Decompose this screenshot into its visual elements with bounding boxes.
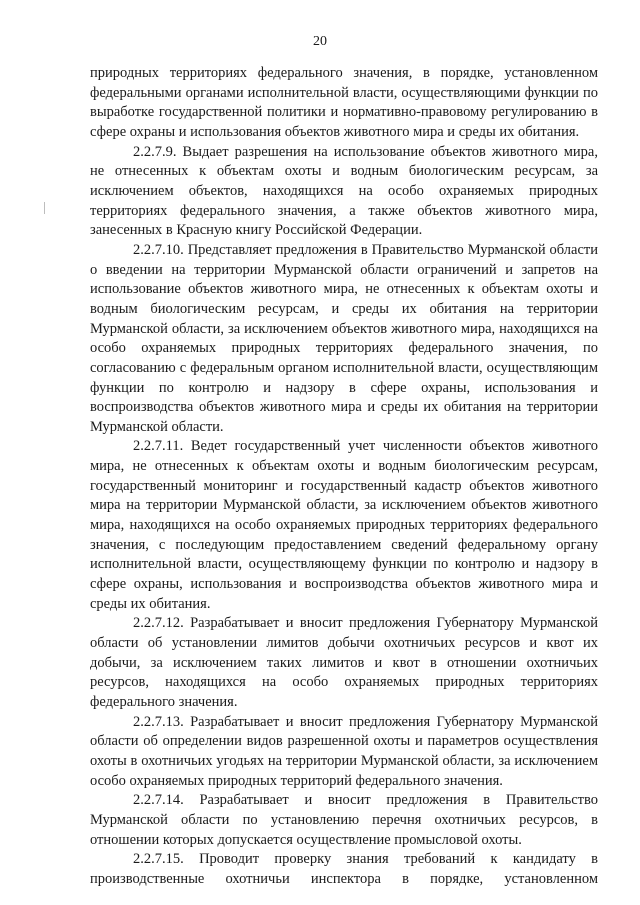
document-body — [90, 64, 598, 890]
paragraph-continuation: природных территориях федерального значения, в порядке, установленном федеральными органами исполнительной власти, осуществляющими функции по выработке государственной политики и нормативно-правовому регулированию в сфере охраны и использования объектов животного мира и среды их обитания. — [90, 65, 598, 140]
paragraph-2-2-7-11: 2.2.7.11. Ведет государственный учет численности объектов животного мира, не отнесенных к объектам охоты и водным биологическим ресурсам, государственный мониторинг и государственный кадастр объектов животного мира на территории Мурманской области, за исключением объектов животного мира, находящихся на особо охраняемых природных территориях федерального значения, с последующим предоставлением сведений федеральному органу исполнительной власти, осуществляющему функции по контролю и надзору в сфере охраны, использования и воспроизводства объектов животного мира и среды их обитания. — [90, 438, 598, 612]
paragraph-2-2-7-13: 2.2.7.13. Разрабатывает и вносит предложения Губернатору Мурманской области об определении видов разрешенной охоты и параметров осуществления охоты в охотничьих угодьях на территории Мурманской области, за исключением особо охраняемых природных территорий федерального значения. — [90, 713, 598, 789]
page-number: 20 — [313, 34, 327, 49]
paragraph-2-2-7-14: 2.2.7.14. Разрабатывает и вносит предложения в Правительство Мурманской области по установлению перечня охотничьих ресурсов, в отношении которых допускается осуществление промысловой охоты. — [90, 792, 598, 848]
paragraph-2-2-7-10: 2.2.7.10. Представляет предложения в Правительство Мурманской области о введении на территории Мурманской области ограничений и запретов на использование объектов животного мира, не отнесенных к объектам охоты и водным биологическим ресурсам, и среды их обитания на территории Мурманской области, за исключением объектов животного мира, находящихся на особо охраняемых природных территориях федерального значения, по согласованию с федеральным органом исполнительной власти, осуществляющим функции по контролю и надзору в сфере охраны, использования и воспроизводства объектов животного мира и среды их обитания на территории Мурманской области. — [90, 241, 598, 435]
margin-mark — [44, 202, 45, 214]
paragraph-2-2-7-9: 2.2.7.9. Выдает разрешения на использование объектов животного мира, не отнесенных к объектам охоты и водным биологическим ресурсам, за исключением объектов, находящихся на особо охраняемых природных территориях федерального значения, а также объектов животного мира, занесенных в Красную книгу Российской Федерации. — [90, 143, 598, 239]
paragraph-2-2-7-12: 2.2.7.12. Разрабатывает и вносит предложения Губернатору Мурманской области об установлении лимитов добычи охотничьих ресурсов и квот их добычи, за исключением таких лимитов и квот в отношении охотничьих ресурсов, находящихся на особо охраняемых природных территориях федерального значения. — [90, 615, 598, 710]
paragraph-2-2-7-15: 2.2.7.15. Проводит проверку знания требований к кандидату в производственные охотничьи инспектора в порядке, установленном — [90, 851, 598, 887]
